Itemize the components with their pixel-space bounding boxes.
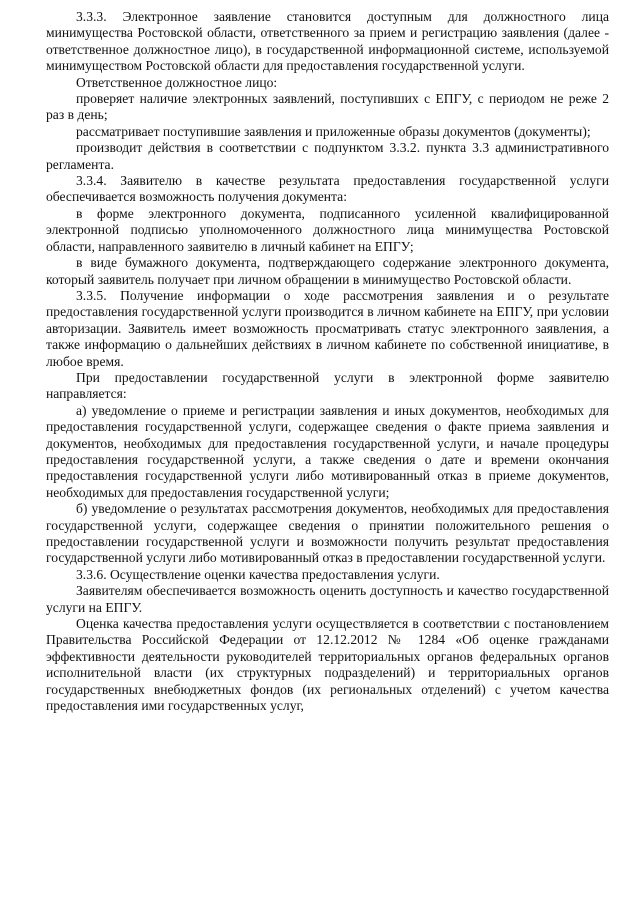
paragraph-notification-a: а) уведомление о приеме и регистрации заявления и иных документов, необходимых для предоставления государственной услуги, содержащее сведения о факте приема заявления и документов, необходимых для предоставления государственной услуги, и начале процедуры предоставления государственной услуги, а также сведения о дате и времени окончания предоставления государственной услуги либо мотивированный отказ в приеме документов, необходимых для предоставления государственной услуги; — [46, 402, 609, 500]
document-page — [46, 9, 609, 714]
paragraph-responsible-official: Ответственное должностное лицо: — [76, 74, 278, 90]
paragraph-3-3-3: 3.3.3. Электронное заявление становится доступным для должностного лица минимущества Ростовской области, ответственного за прием и регистрацию заявления (далее - ответственное должностное лицо), в государственной информационной системе, используемой минимуществом Ростовской области для предоставления государственной услуги. — [46, 9, 609, 74]
paragraph-quality-assessment: Заявителям обеспечивается возможность оценить доступность и качество государственной услуги на ЕПГУ. — [46, 583, 609, 615]
paragraph-paper-document: в виде бумажного документа, подтверждающего содержание электронного документа, который заявитель получает при личном обращении в минимущество Ростовской области. — [46, 255, 609, 287]
paragraph-notification-b: б) уведомление о результатах рассмотрения документов, необходимых для предоставления государственной услуги, содержащее сведения о принятии положительного решения о предоставлении государственной услуги и возможности получить результат предоставления государственной услуги либо мотивированный отказ в предоставлении государственной услуги. — [46, 501, 609, 566]
paragraph-notifications-intro: При предоставлении государственной услуги в электронной форме заявителю направляется: — [46, 369, 609, 402]
paragraph-checks-applications: проверяет наличие электронных заявлений, поступивших с ЕПГУ, с периодом не реже 2 раз в день; — [46, 91, 609, 123]
paragraph-reviews-applications: рассматривает поступившие заявления и приложенные образы документов (документы); — [76, 123, 591, 139]
paragraph-quality-regulation: Оценка качества предоставления услуги осуществляется в соответствии с постановлением Правительства Российской Федерации от 12.12.2012 № 1284 «Об оценке гражданами эффективности деятельности руководителей территориальных органов федеральных органов исполнительной власти (их структурных подразделений) и территориальных органов государственных внебюджетных фондов (их региональных отделений) с учетом качества предоставления ими государственных услуг, — [46, 616, 609, 714]
paragraph-3-3-4: 3.3.4. Заявителю в качестве результата предоставления государственной услуги обеспечивается возможность получения документа: — [46, 173, 609, 205]
paragraph-3-3-5: 3.3.5. Получение информации о ходе рассмотрения заявления и о результате предоставления государственной услуги производится в личном кабинете на ЕПГУ, при условии авторизации. Заявитель имеет возможность просматривать статус электронного заявления, а также информацию о дальнейших действиях в личном кабинете по собственной инициативе, в любое время. — [46, 287, 609, 369]
paragraph-electronic-document: в форме электронного документа, подписанного усиленной квалифицированной электронной подписью уполномоченного должностного лица минимущества Ростовской области, направленного заявителю в личный кабинет на ЕПГУ; — [46, 205, 609, 254]
paragraph-3-3-6: 3.3.6. Осуществление оценки качества предоставления услуги. — [76, 566, 440, 582]
paragraph-performs-actions: производит действия в соответствии с подпунктом 3.3.2. пункта 3.3 административного регламента. — [46, 140, 609, 172]
